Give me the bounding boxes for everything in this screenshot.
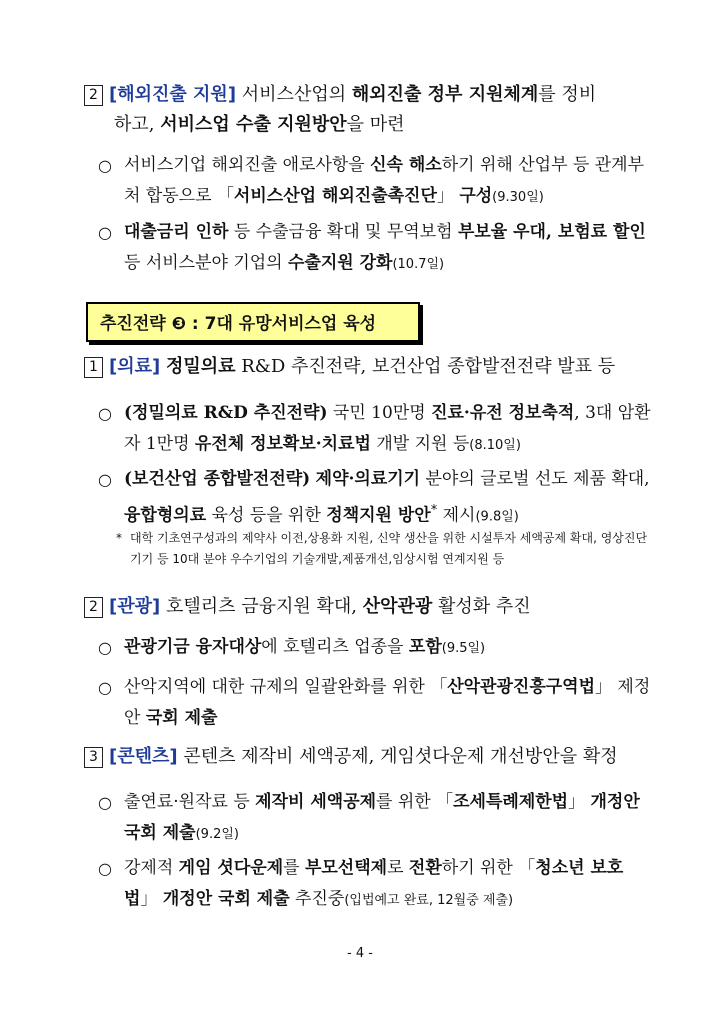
bullet-circle-icon: ○ (98, 793, 112, 812)
bullet-circle-icon: ○ (98, 638, 112, 657)
bullet-circle-icon: ○ (98, 404, 112, 423)
section-tourism: 2 [관광] 호텔리츠 금융지원 확대, 산악관광 활성화 추진 (84, 592, 650, 622)
page-number: - 4 - (347, 946, 373, 961)
bullet-circle-icon: ○ (98, 156, 112, 175)
section-number-box: 2 (84, 597, 103, 618)
section-tag: [관광] (109, 596, 161, 617)
bullet-item: ○ 출연료·원작료 등 제작비 세액공제를 위한 「조세특례제한법」 개정안 국회 제출(9.2일) (98, 787, 652, 850)
bullet-item: ○ 산악지역에 대한 규제의 일괄완화를 위한 「산악관광진흥구역법」 제정안 국회 제출 (98, 672, 652, 734)
bullet-item: ○ (정밀의료 R&D 추진전략) 국민 10만명 진료·유전 정보축적, 3대 암환자 1만명 유전체 정보확보·치료법 개발 지원 등(8.10일) (98, 398, 652, 461)
bullet-item: ○ 관광기금 융자대상에 호텔리츠 업종을 포함(9.5일) (98, 632, 652, 664)
section-number-box: 2 (84, 85, 103, 106)
bullet-item: ○ (보건산업 종합발전전략) 제약·의료기기 분야의 글로벌 선도 제품 확대, 융합형의료 육성 등을 위한 정책지원 방안* 제시(9.8일) (98, 464, 652, 533)
bullet-item: ○ 서비스기업 해외진출 애로사항을 신속 해소하기 위해 산업부 등 관계부처 합동으로 「서비스산업 해외진출촉진단」 구성(9.30일) (98, 150, 652, 213)
section-tag: [해외진출 지원] (109, 84, 237, 105)
section-number-box: 1 (84, 357, 103, 378)
bullet-circle-icon: ○ (98, 859, 112, 878)
bullet-item: ○ 강제적 게임 셧다운제를 부모선택제로 전환하기 위한 「청소년 보호법」 개정안 국회 제출 추진중(입법예고 완료, 12월중 제출) (98, 853, 652, 916)
section-tag: [콘텐츠] (109, 746, 178, 767)
bullet-circle-icon: ○ (98, 678, 112, 697)
section-content: 3 [콘텐츠] 콘텐츠 제작비 세액공제, 게임셧다운제 개선방안을 확정 (84, 742, 650, 772)
section-number-box: 3 (84, 747, 103, 768)
section-medical: 1 [의료] 정밀의료 R&D 추진전략, 보건산업 종합발전전략 발표 등 (84, 352, 650, 382)
bullet-circle-icon: ○ (98, 470, 112, 489)
strategy-heading-box: 추진전략 ❸ : 7대 유망서비스업 육성 (86, 302, 420, 342)
section-tag: [의료] (109, 356, 161, 377)
bullet-circle-icon: ○ (98, 223, 112, 242)
bullet-item: ○ 대출금리 인하 등 수출금융 확대 및 무역보험 부보율 우대, 보험료 할인 등 서비스분야 기업의 수출지원 강화(10.7일) (98, 217, 652, 280)
footnote: * 대학 기초연구성과의 제약사 이전,상용화 지원, 신약 생산을 위한 시설투자 세액공제 확대, 영상진단기기 등 10대 분야 우수기업의 기술개발,제품개선,임상시험 연계지원 등 (116, 531, 648, 566)
section-overseas-support: 2 [해외진출 지원] 서비스산업의 해외진출 정부 지원체계를 정비 하고, 서비스업 수출 지원방안을 마련 (84, 80, 650, 140)
